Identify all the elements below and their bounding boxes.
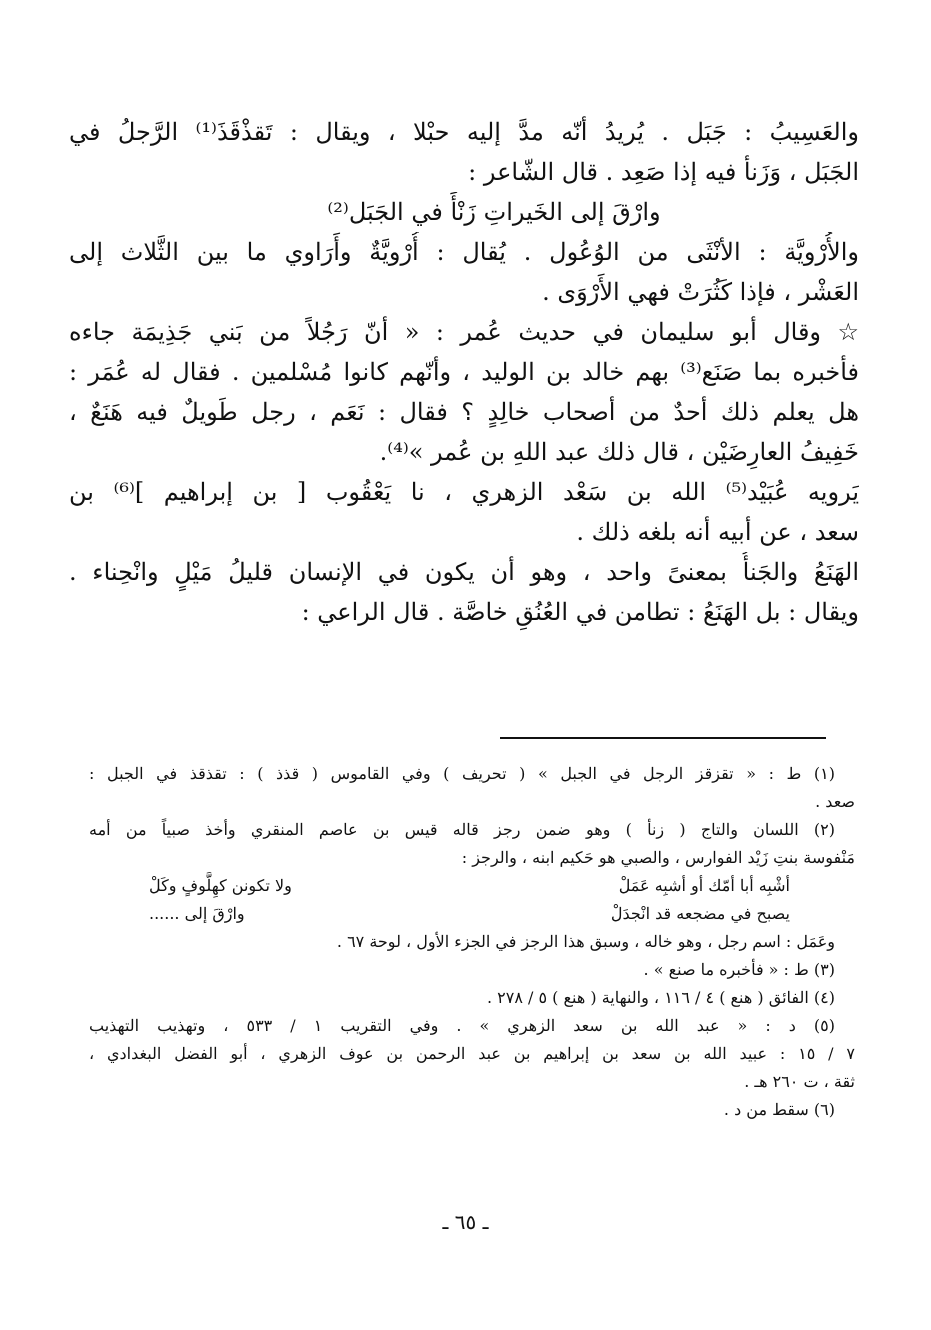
verse-hemistich: أشْبِه أبا أمّك أو أشبِه عَمَلْ [618,876,790,895]
footnote-verse [89,872,835,900]
text-line: سعد ، عن أبيه أنه بلغه ذلك . [576,518,859,546]
footnote-divider [500,737,826,739]
verse-hemistich: ولا تكونن كهِلَّوفٍ وكَلْ [149,876,292,895]
text-line: الهَنَعُ والجَنأُ بمعنىً واحد ، وهو أن يكون في الإنسان قليلُ مَيْلٍ وانْحِناء . [69,558,859,586]
verse-hemistich: وارْقَ إلى ...... [149,904,245,923]
verse-line: وارْقَ إلى الخَيراتِ زَنْأً في الجَبَل⁽²⁾ [327,198,661,226]
footnote-line: (١) ط : « تقزقز الرجل في الجبل » ( تحريف ) وفي القاموس ( قذذ ) : تقذقذ في الجبل : [89,764,835,783]
text-line: والأُرْويَّة : الأنْثَى من الوُعُول . يُقال : أُرْويَّةٌ وأَرَاوي ما بين الثَّلاث إلى [69,238,859,266]
footnote-verse [89,900,835,928]
footnotes [89,760,855,1124]
text-line: يَرويه عُبَيْد⁽⁵⁾ الله بن سَعْد الزهري ، نا يَعْقُوب [ بن إبراهيم ]⁽⁶⁾ بن [69,478,859,506]
footnote-line: (٥) د : « عبد الله بن سعد الزهري » . وفي التقريب ١ / ٥٣٣ ، وتهذيب التهذيب [89,1016,835,1035]
footnote-line: مَنْفوسة بنتِ زَيْد الفوارس ، والصبي هو حَكيم ابنه ، والرجز : [461,848,855,867]
text-line: فأخبره بما صَنَع⁽³⁾ بهم خالد بن الوليد ، وأنّهم كانوا مُسْلمين . فقال له عُمَر : [69,358,859,386]
footnote-line: (٢) اللسان والتاج ( زنأ ) وهو ضمن رجز قاله قيس بن عاصم المنقري وأخذ صبياً من أمه [89,820,835,839]
text-line: خَفِيفُ العارِضَيْن ، قال ذلك عبد اللهِ بن عُمر »⁽⁴⁾. [379,438,859,466]
text-line: الجَبَل ، وَزَنأ فيه إذا صَعِد . قال الشّاعر : [468,158,859,186]
verse-hemistich: يصبح في مضجعه قد انْجدَلْ [610,904,790,923]
text-line: هل يعلم ذلك أحدٌ من أصحاب خالِدٍ ؟ فقال : نَعَم ، رجل طَويلٌ فيه هَنَعٌ ، [69,398,859,426]
footnote-line: (٤) الفائق ( هنع ) ٤ / ١١٦ ، والنهاية ( هنع ) ٥ / ٢٧٨ . [486,988,835,1007]
text-line: ☆ وقال أبو سليمان في حديث عُمر : « أنّ رَجُلاً من بَني جَذِيمَة جاءه [69,318,859,346]
footnote-line: (٦) سقط من د . [723,1100,835,1119]
text-line: والعَسِيبُ : جَبَل . يُريدُ أنّه مدَّ إليه حبْلا ، ويقال : تَقذْقَذَ⁽¹⁾ الرَّجلُ في [69,118,859,146]
text-line: العَشْر ، فإذا كَثُرَتْ فهي الأَرْوَى . [542,278,859,306]
text-line: ويقال : بل الهَنَعُ : تطامن في العُنُقِ خاصَّة . قال الراعي : [301,598,859,626]
main-text [69,112,859,632]
page-number: ـ ٦٥ ـ [442,1210,489,1234]
footnote-line: (٣) ط : « فأخبره ما صنع » . [643,960,835,979]
footnote-line: وعَمَل : اسم رجل ، وهو خاله ، وسبق هذا الرجز في الجزء الأول ، لوحة ٦٧ . [336,932,835,951]
footnote-line: ثقة ، ت ٢٦٠ هـ . [744,1072,855,1091]
footnote-line: صعد . [815,792,855,811]
footnote-line: ٧ / ١٥ : عبيد الله بن سعد بن إبراهيم بن عبد الرحمن بن عوف الزهري ، أبو الفضل البغدادي ، [89,1044,855,1063]
